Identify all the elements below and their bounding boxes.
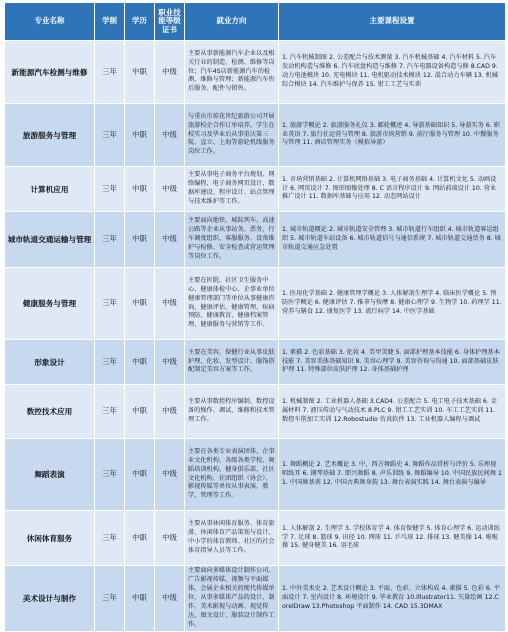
table-header-row — [5, 3, 506, 41]
program-courses: 1. 城市轨道概论 2. 城市轨道安全管理 3. 城市轨道行车组织 4. 城市轨道客运组织 5. 城市轨道车站设备 6. 城市轨道信号与通信系统 7. 城市轨道交通票务 8. 城市轨道交通应急处置 — [279, 212, 506, 268]
program-name: 舞蹈表演 — [5, 439, 95, 511]
program-certificate: 中级 — [155, 41, 185, 104]
program-certificate: 中级 — [155, 511, 185, 566]
program-name: 计算机应用 — [5, 167, 95, 212]
curriculum-table — [4, 2, 506, 632]
program-courses: 1. 中外美术史 2. 艺术设计概论 3. 平面、色彩、立体构成 4. 素描 5. 色彩 6. 平面设计 7. 室内设计 8. 环境设计 9. 毕业教育 10.Illustrator11. 矢量绘画 12.CorelDraw 13.Photoshop 平面制作 14. CAD 15.3DMAX — [279, 566, 506, 632]
program-courses: 1. 机械制图 2. 工业机器人基础 3.CAD4. 公差配合 5. 电工电子技术基础 6. 金属材料 7. 液压传动与气动技术 8.PLC 9. 钳工工艺实训 10. 车工工艺实训 11. 数控车削加工实训 12.Robostudio 仿真软件 13. 工业机器人编程与调试 — [279, 385, 506, 439]
program-certificate: 中级 — [155, 212, 185, 268]
program-courses: 1. 市场营销基础 2. 计算机网络基础 3. 电子商务基础 4. 计算机文化 5. 动画设计 6. 网页设计 7. 图形图像处理 8. C 语言程序设计 9. 网站前端设计 10. 营业推广设计 11. 数据库基础与应用 12. 动态网站设计 — [279, 167, 506, 212]
program-certificate: 中级 — [155, 439, 185, 511]
program-duration: 三年 — [95, 340, 125, 385]
program-name: 健康服务与管理 — [5, 268, 95, 340]
program-certificate: 中级 — [155, 566, 185, 632]
program-duration: 三年 — [95, 385, 125, 439]
program-name: 新能源汽车检测与维修 — [5, 41, 95, 104]
program-duration: 三年 — [95, 566, 125, 632]
table-row — [5, 212, 506, 268]
program-duration: 三年 — [95, 167, 125, 212]
header-name: 专业名称 — [5, 3, 95, 41]
program-courses: 1. 舞蹈概论 2. 艺术概论 3. 中、西方舞蹈史 4. 舞蹈作品赏析与评价 5. 乐理视唱练耳 6. 钢琴基础 7. 即兴舞蹈 8. 声乐训练 9. 舞蹈编导 10. 中国民族民间舞 11. 中国舞基训 12. 中国古典舞身韵 13. 舞台表演实践 14. 舞台表演与编导 — [279, 439, 506, 511]
program-name: 形象设计 — [5, 340, 95, 385]
program-education: 中职 — [125, 212, 155, 268]
program-direction: 主要在美容、保健行业从事皮肤护理、化妆、发型设计、服饰搭配制定美容方案等工作。 — [185, 340, 279, 385]
program-duration: 三年 — [95, 212, 125, 268]
program-direction: 主要从事数控程序编制、数控设备的操作、调试、维修和技术管理工作。 — [185, 385, 279, 439]
table-row — [5, 268, 506, 340]
table-row — [5, 385, 506, 439]
program-direction: 主要面向地铁、城际列车、高速公路等企业从事站务、票务、行车调度组织、客服服务、设备维护与检修、安全检查或营运管理等岗位工作。 — [185, 212, 279, 268]
program-courses: 1. 医用化学基础 2. 健康管理学概论 3. 人体解剖生理学 4. 临床医学概论 5. 预防医学概论 6. 健康评估 7. 推拿与按摩 8. 健康心理学 9. 生物学 10. 药理学 11. 营养与膳食 12. 康复医学 13. 流行病学 14. 中医学基础 — [279, 268, 506, 340]
program-direction: 主要从事休闲体育服务、体育旅游、休闲体育产品策划与设计、中小学的体育教师、社区的社会体育指导人员等工作。 — [185, 511, 279, 566]
program-name: 旅游服务与管理 — [5, 104, 95, 167]
header-direction: 就业方向 — [185, 3, 279, 41]
header-education: 学历 — [125, 3, 155, 41]
program-education: 中职 — [125, 566, 155, 632]
header-certificate: 职业技能等级证书 — [155, 3, 185, 41]
program-name: 数控技术应用 — [5, 385, 95, 439]
program-certificate: 中级 — [155, 268, 185, 340]
program-name: 美术设计与制作 — [5, 566, 95, 632]
table-row — [5, 340, 506, 385]
program-education: 中职 — [125, 439, 155, 511]
program-certificate: 中级 — [155, 340, 185, 385]
program-education: 中职 — [125, 385, 155, 439]
table-row — [5, 511, 506, 566]
program-courses: 1. 旅游学概论 2. 旅游服务礼仪 3. 邮轮概述 4. 导游基础知识 5. 导游实务 6. 职业英语 7. 旅行社运营与管理 8. 旅游市场营销 9. 前厅服务与管理 10. 中餐服务与管理 11. 酒店管理实务（模拟导游） — [279, 104, 506, 167]
table-row — [5, 41, 506, 104]
program-certificate: 中级 — [155, 385, 185, 439]
program-courses: 1. 素描 2. 色彩基础 3. 化妆 4. 美甲美睫 5. 面部护理基本技能 6. 身体护理基本技能 7. 美容美体基础知识 8. 美容心理学 9. 美容咨询与沟通 10. 面部基础皮肤护理 11. 特殊部位皮肤护理 12. 身体基础护理 — [279, 340, 506, 385]
program-education: 中职 — [125, 104, 155, 167]
program-education: 中职 — [125, 41, 155, 104]
table-row — [5, 167, 506, 212]
program-education: 中职 — [125, 340, 155, 385]
program-education: 中职 — [125, 511, 155, 566]
program-duration: 三年 — [95, 104, 125, 167]
table-row — [5, 566, 506, 632]
program-direction: 主要从事新能源汽车企业以及相关行业的制造、检测、维修等岗位；汽车4S店新能源汽车的检测、维修与管理；新能源汽车售后服务、配件与销售。 — [185, 41, 279, 104]
program-certificate: 中级 — [155, 104, 185, 167]
program-name: 休闲体育服务 — [5, 511, 95, 566]
header-duration: 学制 — [95, 3, 125, 41]
program-courses: 1. 人体解剖 2. 生理学 3. 学校体育学 4. 体育保健学 5. 体育心理学 6. 运动训练学 7. 足球 8. 篮球 9. 田径 10. 网球 11. 乒乓球 12. 排球 13. 健美操 14. 啦啦操 15. 健身健美 16. 羽毛球 — [279, 511, 506, 566]
program-duration: 三年 — [95, 268, 125, 340]
program-duration: 三年 — [95, 511, 125, 566]
header-courses: 主要课程设置 — [279, 3, 506, 41]
program-direction: 主要从事电子商务平台规划、网络编程、电子商务网页设计、数据库建设、程序设计、站点管理与技术维护等工作。 — [185, 167, 279, 212]
program-direction: 主要在医院、社区卫生服务中心、健康体检中心、企事业单位健康管理部门等单位从事健康咨询、健康评估、健康管理、疾病预防、健康教育、健康档案管理、健康服务与营销等工作。 — [185, 268, 279, 340]
program-courses: 1. 汽车机械制图 2. 公差配合与技术测量 3. 汽车机械基础 4. 汽车材料 5. 汽车发动机构造与维修 6. 汽车底盘构造与维修 7. 汽车电器设备构造与修 8.CAD 9. 动力电池模块 10. 充电模块 11. 电机驱动技术模块 12. 混合动力车辆 13. 机械综合模块 14. 汽车维护与保养 15. 钳工工艺与实训 — [279, 41, 506, 104]
program-direction: 与重庆市琼花世纪旅游公司开展旅游校企合作订单培养，学生在校实习及毕业后从事重庆第三航、直立、上海等游轮机线服务岗位工作。 — [185, 104, 279, 167]
program-direction: 主要面向多媒体设计制作公司、广告影视传媒、视频与平面媒体、会展企业相关的现代传媒单位，从事多媒体产品的设计、制作、美术影视与动画、视觉传达、图文设计、服装设计制作工作。 — [185, 566, 279, 632]
program-certificate: 中级 — [155, 167, 185, 212]
program-duration: 三年 — [95, 41, 125, 104]
program-duration: 三年 — [95, 439, 125, 511]
program-education: 中职 — [125, 167, 155, 212]
table-row — [5, 104, 506, 167]
table-row — [5, 439, 506, 511]
program-education: 中职 — [125, 268, 155, 340]
program-name: 城市轨道交通运输与管理 — [5, 212, 95, 268]
program-direction: 主要在各类专业表演团体、企事业文化机构、各级各类学校、舞蹈培训机构、健身俱乐部、社区文化机构、社团组织（协会）、影视传媒等单位从事表演、教学、管理等工作。 — [185, 439, 279, 511]
